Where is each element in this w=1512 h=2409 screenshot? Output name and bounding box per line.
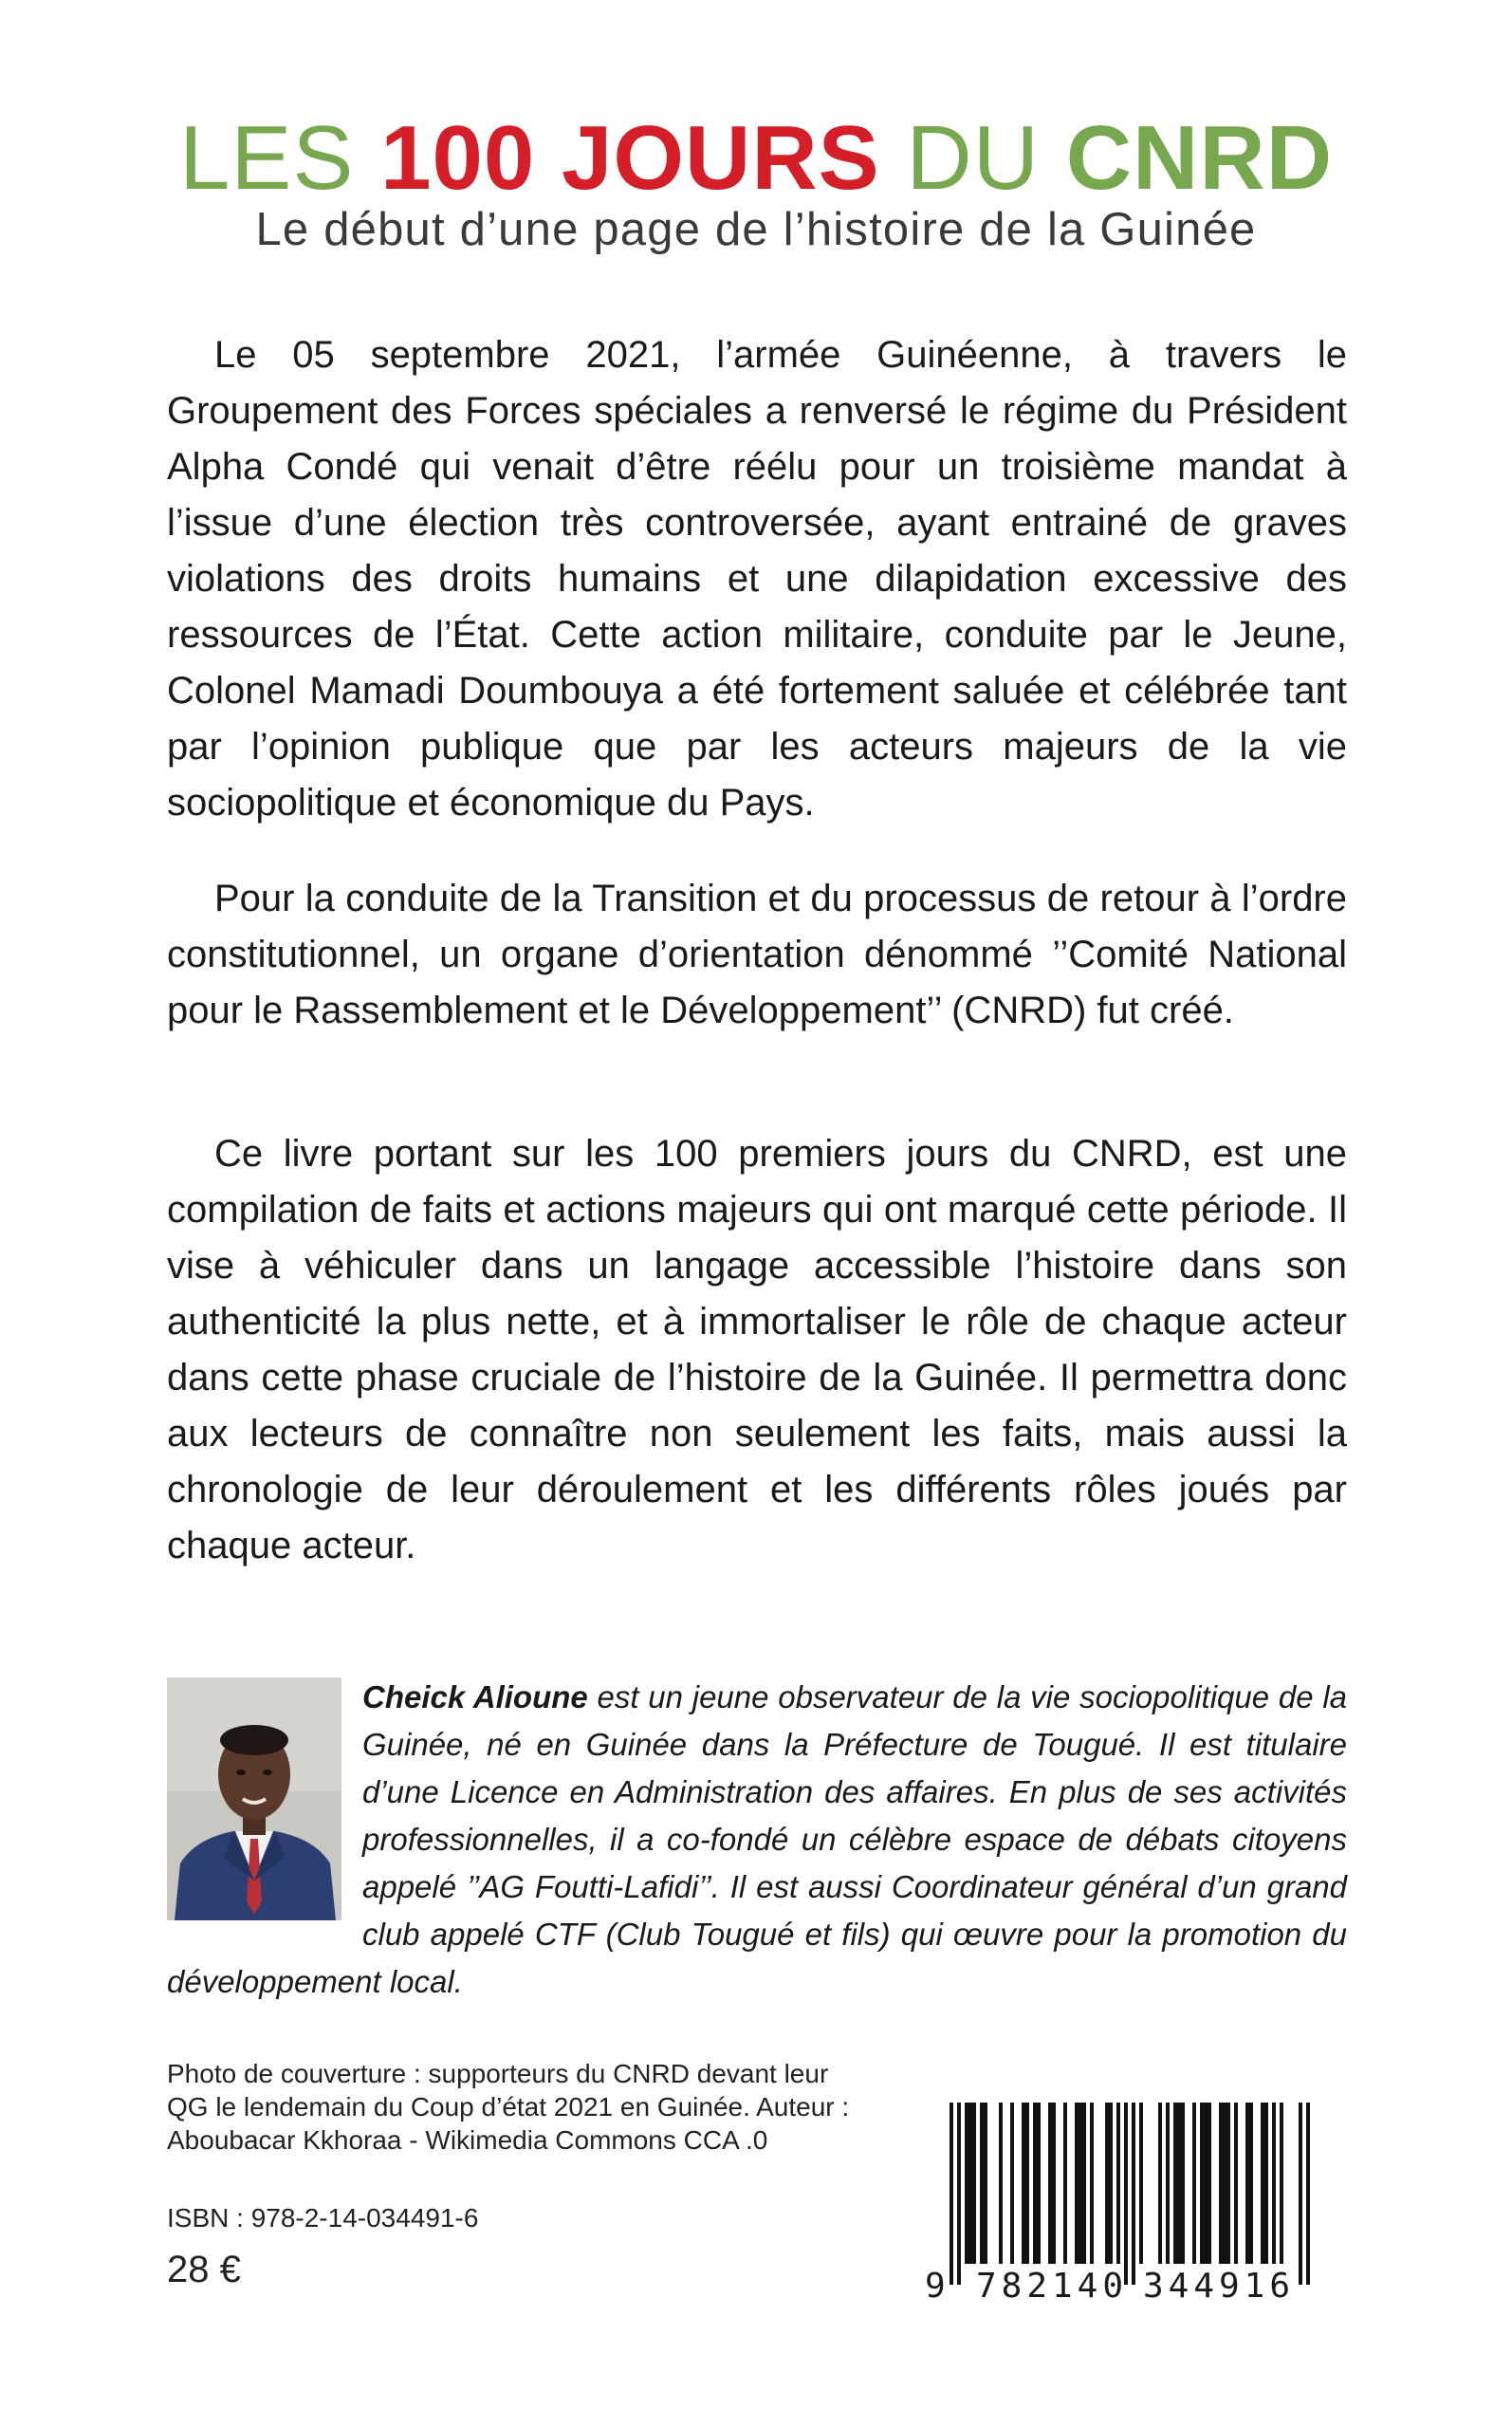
paragraph-1: Le 05 septembre 2021, l’armée Guinéenne, à travers le Groupement des Forces spéciales a renversé le régime du Président Alpha Condé qui venait d’être réélu pour un troisième mandat à l’issue d’une élection très controversée, ayant entrainé de graves violations des droits humains et une dilapidation excessive des ressources de l’État. Cette action militaire, conduite par le Jeune, Colonel Mamadi Doumbouya a été fortement saluée et célébrée tant par l’opinion publique que par les acteurs majeurs de la vie sociopolitique et économique du Pays.	[167, 334, 1347, 824]
paragraph-3: Ce livre portant sur les 100 premiers jours du CNRD, est une compilation de faits et actions majeurs qui ont marqué cette période. Il vise à véhiculer dans un langage accessible l’histoire dans son authenticité la plus nette, et à immortaliser le rôle de chaque acteur dans cette phase cruciale de l’histoire de la Guinée. Il permettra donc aux lecteurs de connaître non seulement les faits, mais aussi la chronologie de leur déroulement et les différents rôles joués par chaque acteur.	[167, 1133, 1347, 1566]
isbn: ISBN : 978-2-14-034491-6	[167, 2203, 479, 2233]
title-100-jours: 100 JOURS	[380, 107, 880, 209]
price: 28 €	[167, 2249, 241, 2290]
author-name: Cheick Alioune	[362, 1679, 588, 1714]
barcode	[925, 2099, 1323, 2309]
title-du: DU	[879, 107, 1066, 209]
barcode-group-2: 344916	[1142, 2267, 1296, 2306]
barcode-group-1: 782140	[975, 2267, 1129, 2306]
author-bio	[167, 1674, 1347, 2006]
photo-credit: Photo de couverture : supporteurs du CNRD devant leur QG le lendemain du Coup d’état 2021 en Guinée. Auteur : Aboubacar Kkhoraa - Wikimedia Commons CCA .0	[167, 2059, 850, 2155]
title-cnrd: CNRD	[1065, 107, 1334, 209]
paragraph-2: Pour la conduite de la Transition et du processus de retour à l’ordre constitutionnel, un organe d’orientation dénommé ’’Comité National pour le Rassemblement et le Développement’’ (CNRD) fut créé.	[167, 878, 1347, 1031]
title-les: LES	[178, 107, 381, 209]
book-subtitle: Le début d’une page de l’histoire de la Guinée	[255, 204, 1257, 255]
book-title	[0, 106, 1512, 211]
barcode-first-digit: 9	[925, 2267, 946, 2306]
author-description: est un jeune observateur de la vie sociopolitique de la Guinée, né en Guinée dans la Préfecture de Tougué. Il est titulaire d’une Licence en Administration des affaires. En plus de ses activités professionnelles, il a co-fondé un célèbre espace de débats citoyens appelé ’’AG Foutti-Lafidi’’. Il est aussi Coordinateur général d’un grand club appelé CTF (Club Tougué et fils) qui œuvre pour la promotion du développement local.	[167, 1679, 1347, 1999]
